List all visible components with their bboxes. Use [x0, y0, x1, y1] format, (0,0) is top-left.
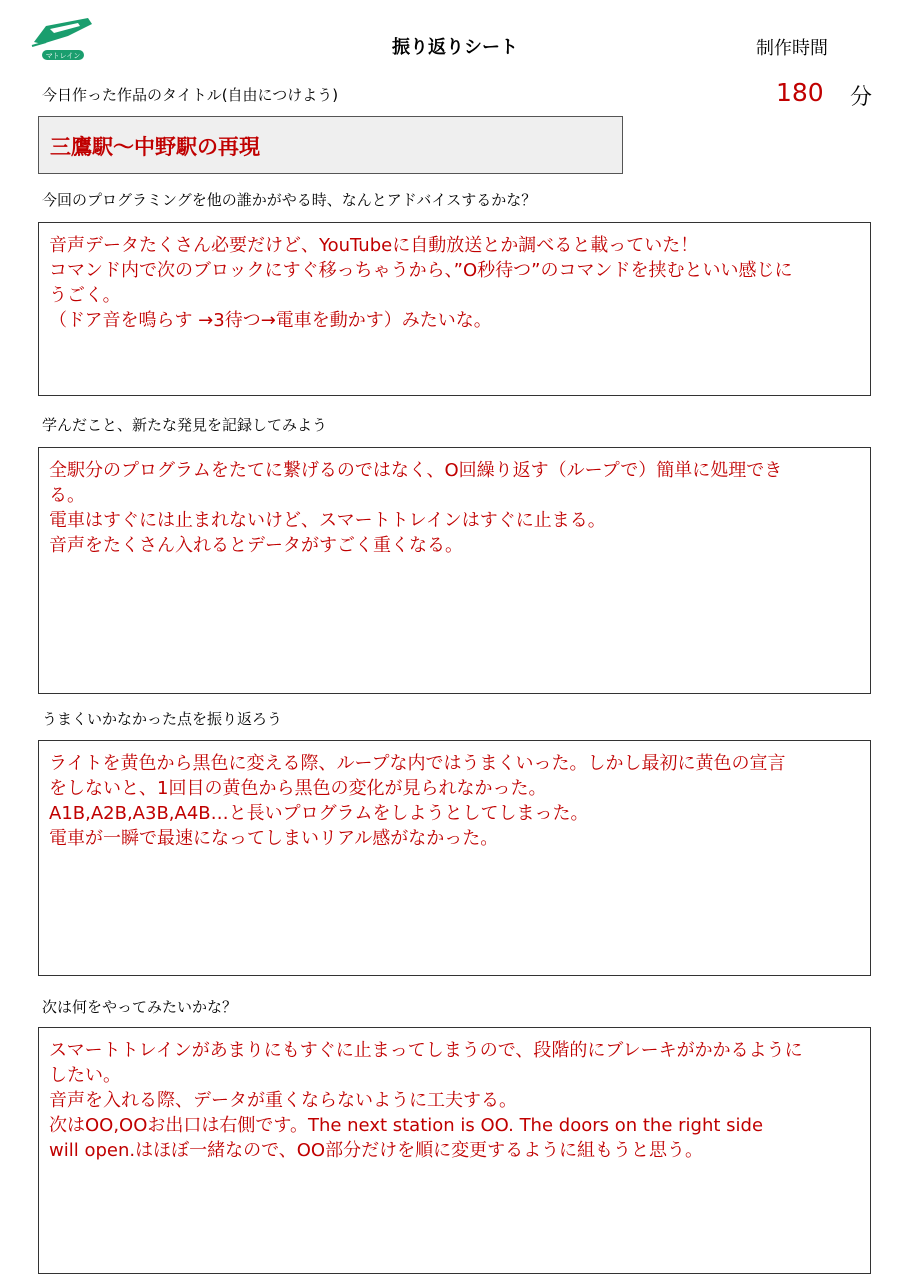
next-line: したい。: [49, 1065, 121, 1086]
learned-line: 全駅分のプログラムをたてに繋げるのではなく、O回繰り返す（ループで）簡単に処理でき: [49, 460, 783, 481]
advice-line: 音声データたくさん必要だけど、YouTubeに自動放送とか調べると載っていた！: [49, 235, 699, 256]
learned-line: 電車はすぐには止まれないけど、スマートトレインはすぐに止まる。: [49, 510, 606, 531]
next-line: 次はOO,OOお出口は右側です。The next station is OO. The doors on the right side: [49, 1115, 764, 1136]
production-time-unit: 分: [850, 85, 873, 110]
learned-line: る。: [49, 485, 85, 506]
next-line: 音声を入れる際、データが重くならないように工夫する。: [49, 1090, 517, 1111]
next-line: will open.はほぼ一緒なので、OO部分だけを順に変更するように組もうと思う。: [49, 1140, 704, 1161]
reflection-line: A1B,A2B,A3B,A4B…と長いプログラムをしようとしてしまった。: [49, 803, 589, 824]
next-textbox[interactable]: [38, 1027, 871, 1274]
reflection-textbox[interactable]: [38, 740, 871, 976]
advice-line: （ドア音を鳴らす →3待つ→電車を動かす）みたいな。: [49, 310, 492, 331]
next-line: スマートトレインがあまりにもすぐに止まってしまうので、段階的にブレーキがかかるように: [49, 1040, 803, 1061]
learned-textbox[interactable]: [38, 447, 871, 694]
reflection-line: をしないと、1回目の黄色から黒色の変化が見られなかった。: [49, 778, 547, 799]
production-time-value: 180: [776, 78, 824, 107]
reflection-line: 電車が一瞬で最速になってしまいリアル感がなかった。: [49, 828, 499, 849]
logo-text: マトレイン: [45, 52, 81, 60]
next-section-label: 次は何をやってみたいかな？: [42, 998, 238, 1016]
advice-section-label: 今回のプログラミングを他の誰かがやる時、なんとアドバイスするかな？: [42, 191, 537, 209]
advice-line: うごく。: [49, 285, 121, 306]
learned-line: 音声をたくさん入れるとデータがすごく重くなる。: [49, 535, 463, 556]
title-section-label: 今日作った作品のタイトル(自由につけよう): [42, 86, 339, 104]
production-time-label: 制作時間: [756, 38, 828, 59]
sheet-title: 振り返りシート: [392, 37, 518, 58]
advice-textbox[interactable]: [38, 222, 871, 396]
learned-section-label: 学んだこと、新たな発見を記録してみよう: [42, 416, 328, 434]
reflection-section-label: うまくいかなかった点を振り返ろう: [42, 710, 283, 728]
reflection-line: ライトを黄色から黒色に変える際、ループな内ではうまくいった。しかし最初に黄色の宣言: [49, 753, 786, 774]
work-title-field[interactable]: 三鷹駅～中野駅の再現: [38, 116, 623, 174]
advice-line: コマンド内で次のブロックにすぐ移っちゃうから、”O秒待つ”のコマンドを挟むといい感じに: [49, 260, 793, 281]
